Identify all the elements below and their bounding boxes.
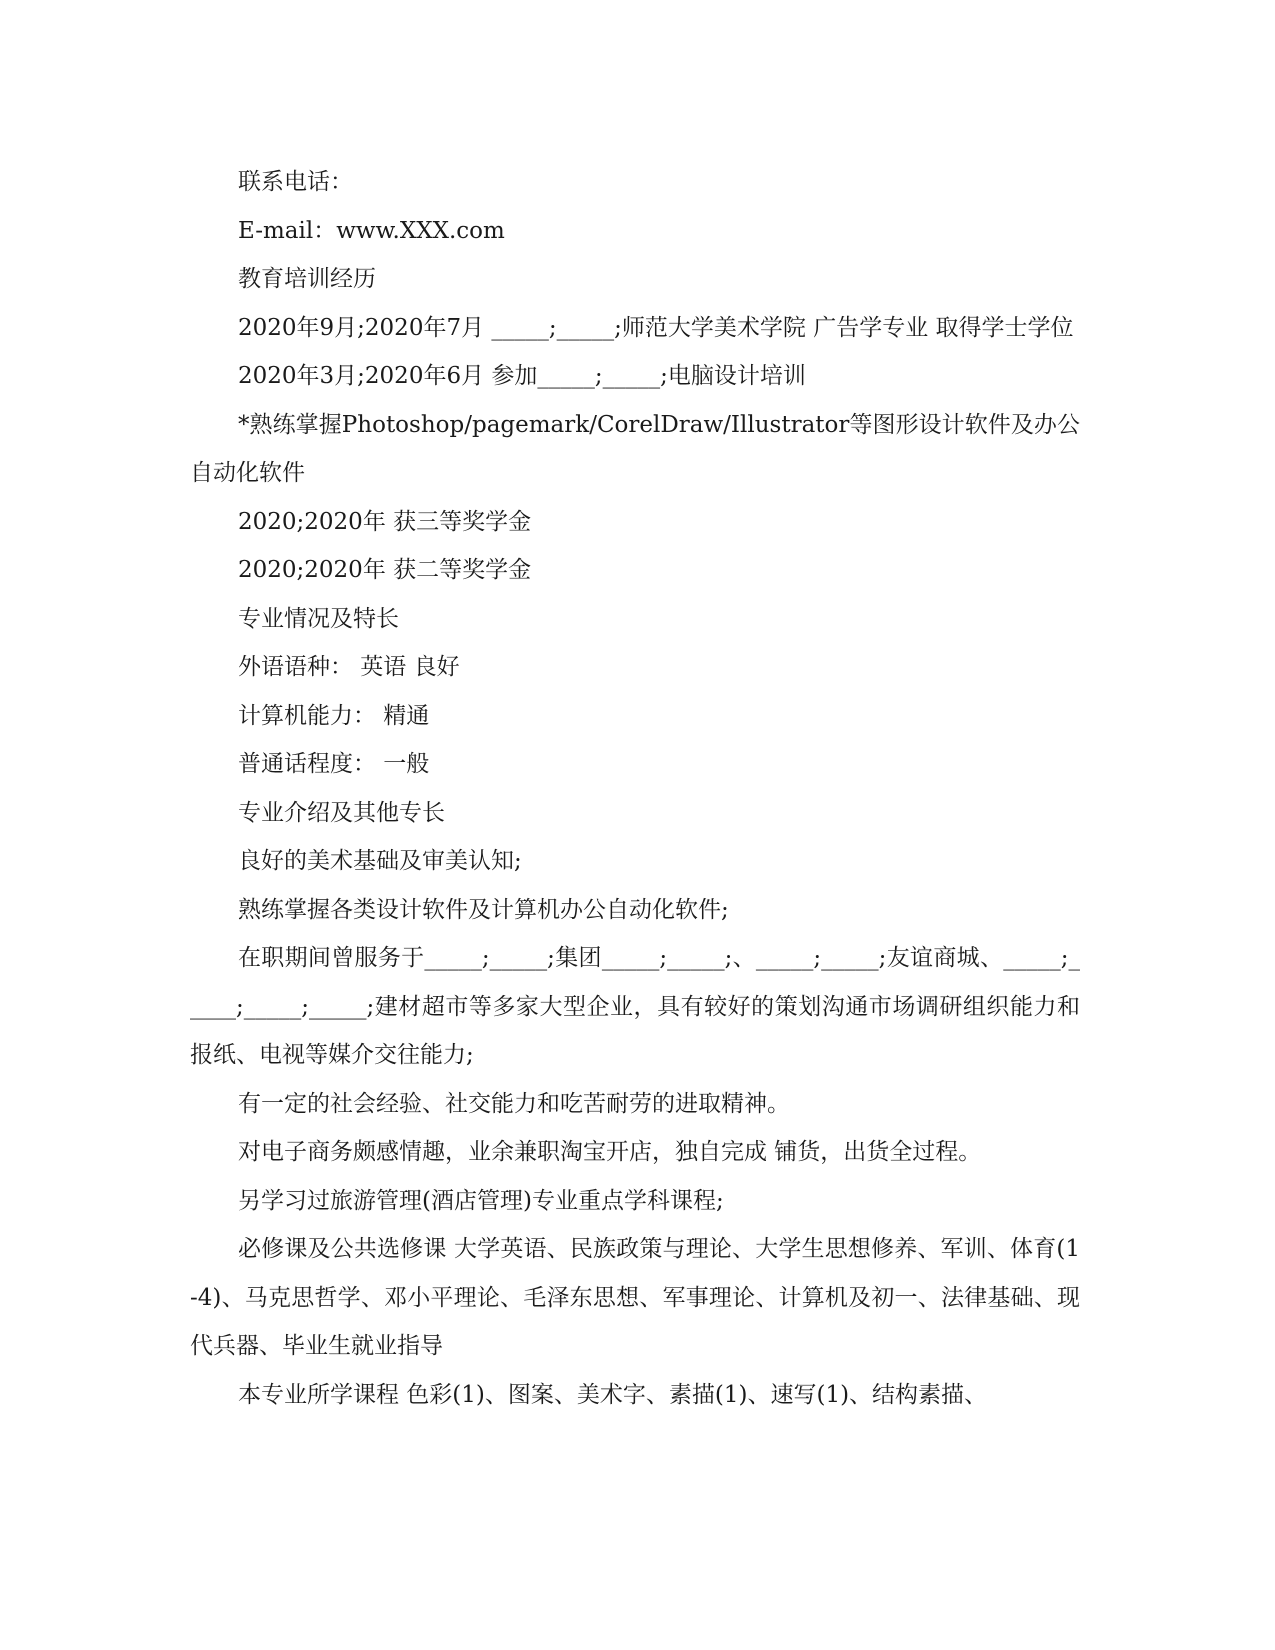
work-experience-paragraph: 在职期间曾服务于_____;_____;集团_____;_____;、_____;_____;友谊商城、_____;_____;_____;_____;建材超市等多家大型企业，具有较好的策划沟通市场调研组织能力和报纸、电视等媒介交往能力; [190, 945, 1080, 1068]
foreign-language-line: 外语语种： 英语 良好 [238, 654, 460, 680]
required-courses-paragraph: 必修课及公共选修课 大学英语、民族政策与理论、大学生思想修养、军训、体育(1-4)、马克思哲学、邓小平理论、毛泽东思想、军事理论、计算机及初一、法律基础、现代兵器、毕业生就业指导 [190, 1236, 1080, 1359]
skill-item-software: 熟练掌握各类设计软件及计算机办公自动化软件; [238, 896, 729, 923]
social-experience-line: 有一定的社会经验、社交能力和吃苦耐劳的进取精神。 [238, 1090, 790, 1117]
email-line: E-mail：www.XXX.com [238, 217, 505, 244]
section-heading-other-skills: 专业介绍及其他专长 [238, 799, 445, 826]
software-skills-line: *熟练掌握Photoshop/pagemark/CorelDraw/Illustrator等图形设计软件及办公自动化软件 [190, 411, 1080, 486]
training-entry: 2020年3月;2020年6月 参加_____;_____;电脑设计培训 [238, 363, 806, 389]
contact-phone-line: 联系电话： [238, 169, 353, 195]
mandarin-level-line: 普通话程度： 一般 [238, 751, 430, 777]
skill-item-art: 良好的美术基础及审美认知; [238, 848, 522, 874]
document-body [190, 158, 1080, 1419]
ecommerce-line: 对电子商务颇感情趣，业余兼职淘宝开店，独自完成 铺货，出货全过程。 [238, 1139, 982, 1165]
scholarship-entry-third: 2020;2020年 获三等奖学金 [238, 508, 532, 535]
education-entry: 2020年9月;2020年7月 _____;_____;师范大学美术学院 广告学专业 取得学士学位 [238, 314, 1074, 341]
scholarship-entry-second: 2020;2020年 获二等奖学金 [238, 557, 532, 583]
tourism-course-line: 另学习过旅游管理(酒店管理)专业重点学科课程; [238, 1187, 724, 1214]
computer-skill-line: 计算机能力： 精通 [238, 702, 430, 729]
section-heading-specialty: 专业情况及特长 [238, 605, 399, 632]
section-heading-education: 教育培训经历 [238, 266, 376, 292]
major-courses-paragraph: 本专业所学课程 色彩(1)、图案、美术字、素描(1)、速写(1)、结构素描、 [238, 1381, 988, 1408]
